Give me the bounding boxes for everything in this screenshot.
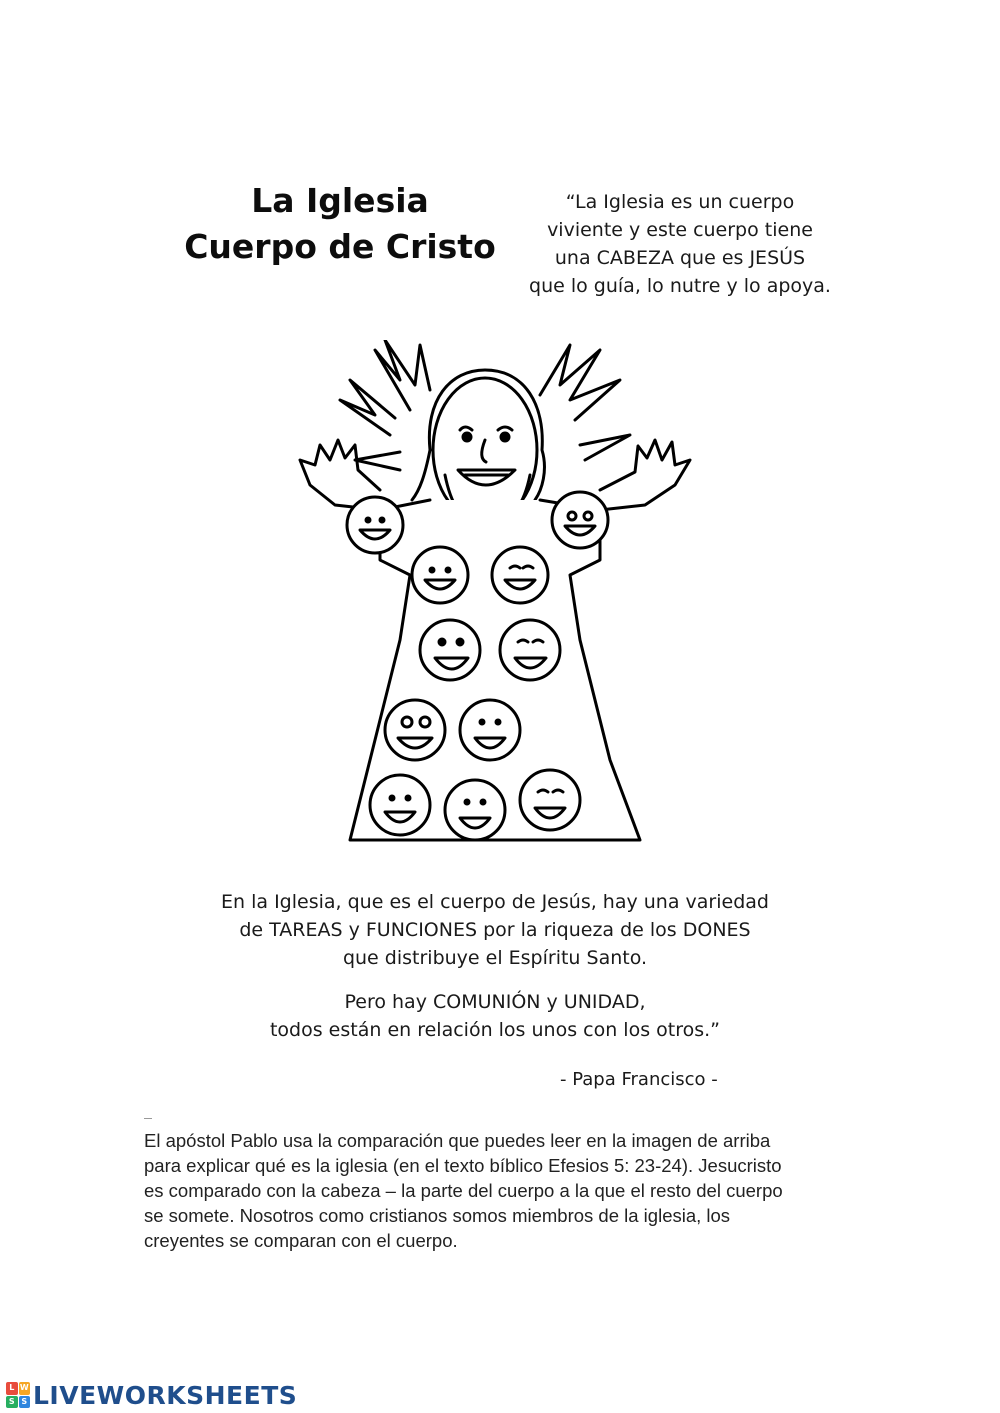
quote-author: - Papa Francisco -	[560, 1069, 718, 1090]
quote-middle-line: de TAREAS y FUNCIONES por la riqueza de los DONES	[239, 919, 751, 941]
divider	[144, 1118, 152, 1119]
quote-top-line: “La Iglesia es un cuerpo	[565, 191, 795, 213]
page-title	[150, 178, 530, 270]
radiance-left	[375, 340, 430, 410]
liveworksheets-logo[interactable]	[6, 1380, 297, 1410]
explanation-line: para explicar qué es la iglesia (en el texto bíblico Efesios 5: 23-24). Jesucristo	[144, 1155, 782, 1176]
quote-middle-paragraph-2	[180, 988, 810, 1044]
quote-top-line: viviente y este cuerpo tiene	[547, 219, 813, 241]
logo-tile: L	[6, 1382, 18, 1395]
quote-top-line: una CABEZA que es JESÚS	[554, 247, 806, 269]
quote-middle-line: Pero hay COMUNIÓN y UNIDAD,	[344, 991, 646, 1013]
explanation-line: creyentes se comparan con el cuerpo.	[144, 1230, 458, 1251]
radiance-left-3	[355, 452, 400, 470]
logo-tile: S	[6, 1396, 18, 1409]
explanation-paragraph	[144, 1128, 864, 1253]
quote-middle-paragraph-1	[180, 888, 810, 972]
explanation-line: es comparado con la cabeza – la parte del cuerpo a la que el resto del cuerpo	[144, 1180, 783, 1201]
title-line-1: La Iglesia	[251, 181, 429, 220]
logo-tile: W	[19, 1382, 31, 1395]
logo-text: LIVEWORKSHEETS	[33, 1380, 298, 1410]
radiance-right-2	[580, 435, 630, 460]
quote-middle-line: todos están en relación los unos con los otros.”	[269, 1019, 721, 1041]
logo-tile: S	[19, 1396, 31, 1409]
quote-top-line: que lo guía, lo nutre y lo apoya.	[529, 275, 831, 297]
radiance-right	[540, 345, 620, 420]
logo-mark-icon	[6, 1382, 30, 1408]
title-line-2: Cuerpo de Cristo	[184, 227, 496, 266]
quote-middle-line: que distribuye el Espíritu Santo.	[342, 947, 648, 969]
radiance-left-2	[340, 380, 395, 435]
quote-top	[500, 188, 860, 300]
explanation-line: El apóstol Pablo usa la comparación que puedes leer en la imagen de arriba	[144, 1130, 771, 1151]
jesus-with-faces-illustration	[280, 340, 710, 870]
explanation-line: se somete. Nosotros como cristianos somos miembros de la iglesia, los	[144, 1205, 731, 1226]
quote-middle-line: En la Iglesia, que es el cuerpo de Jesús, hay una variedad	[221, 891, 769, 913]
